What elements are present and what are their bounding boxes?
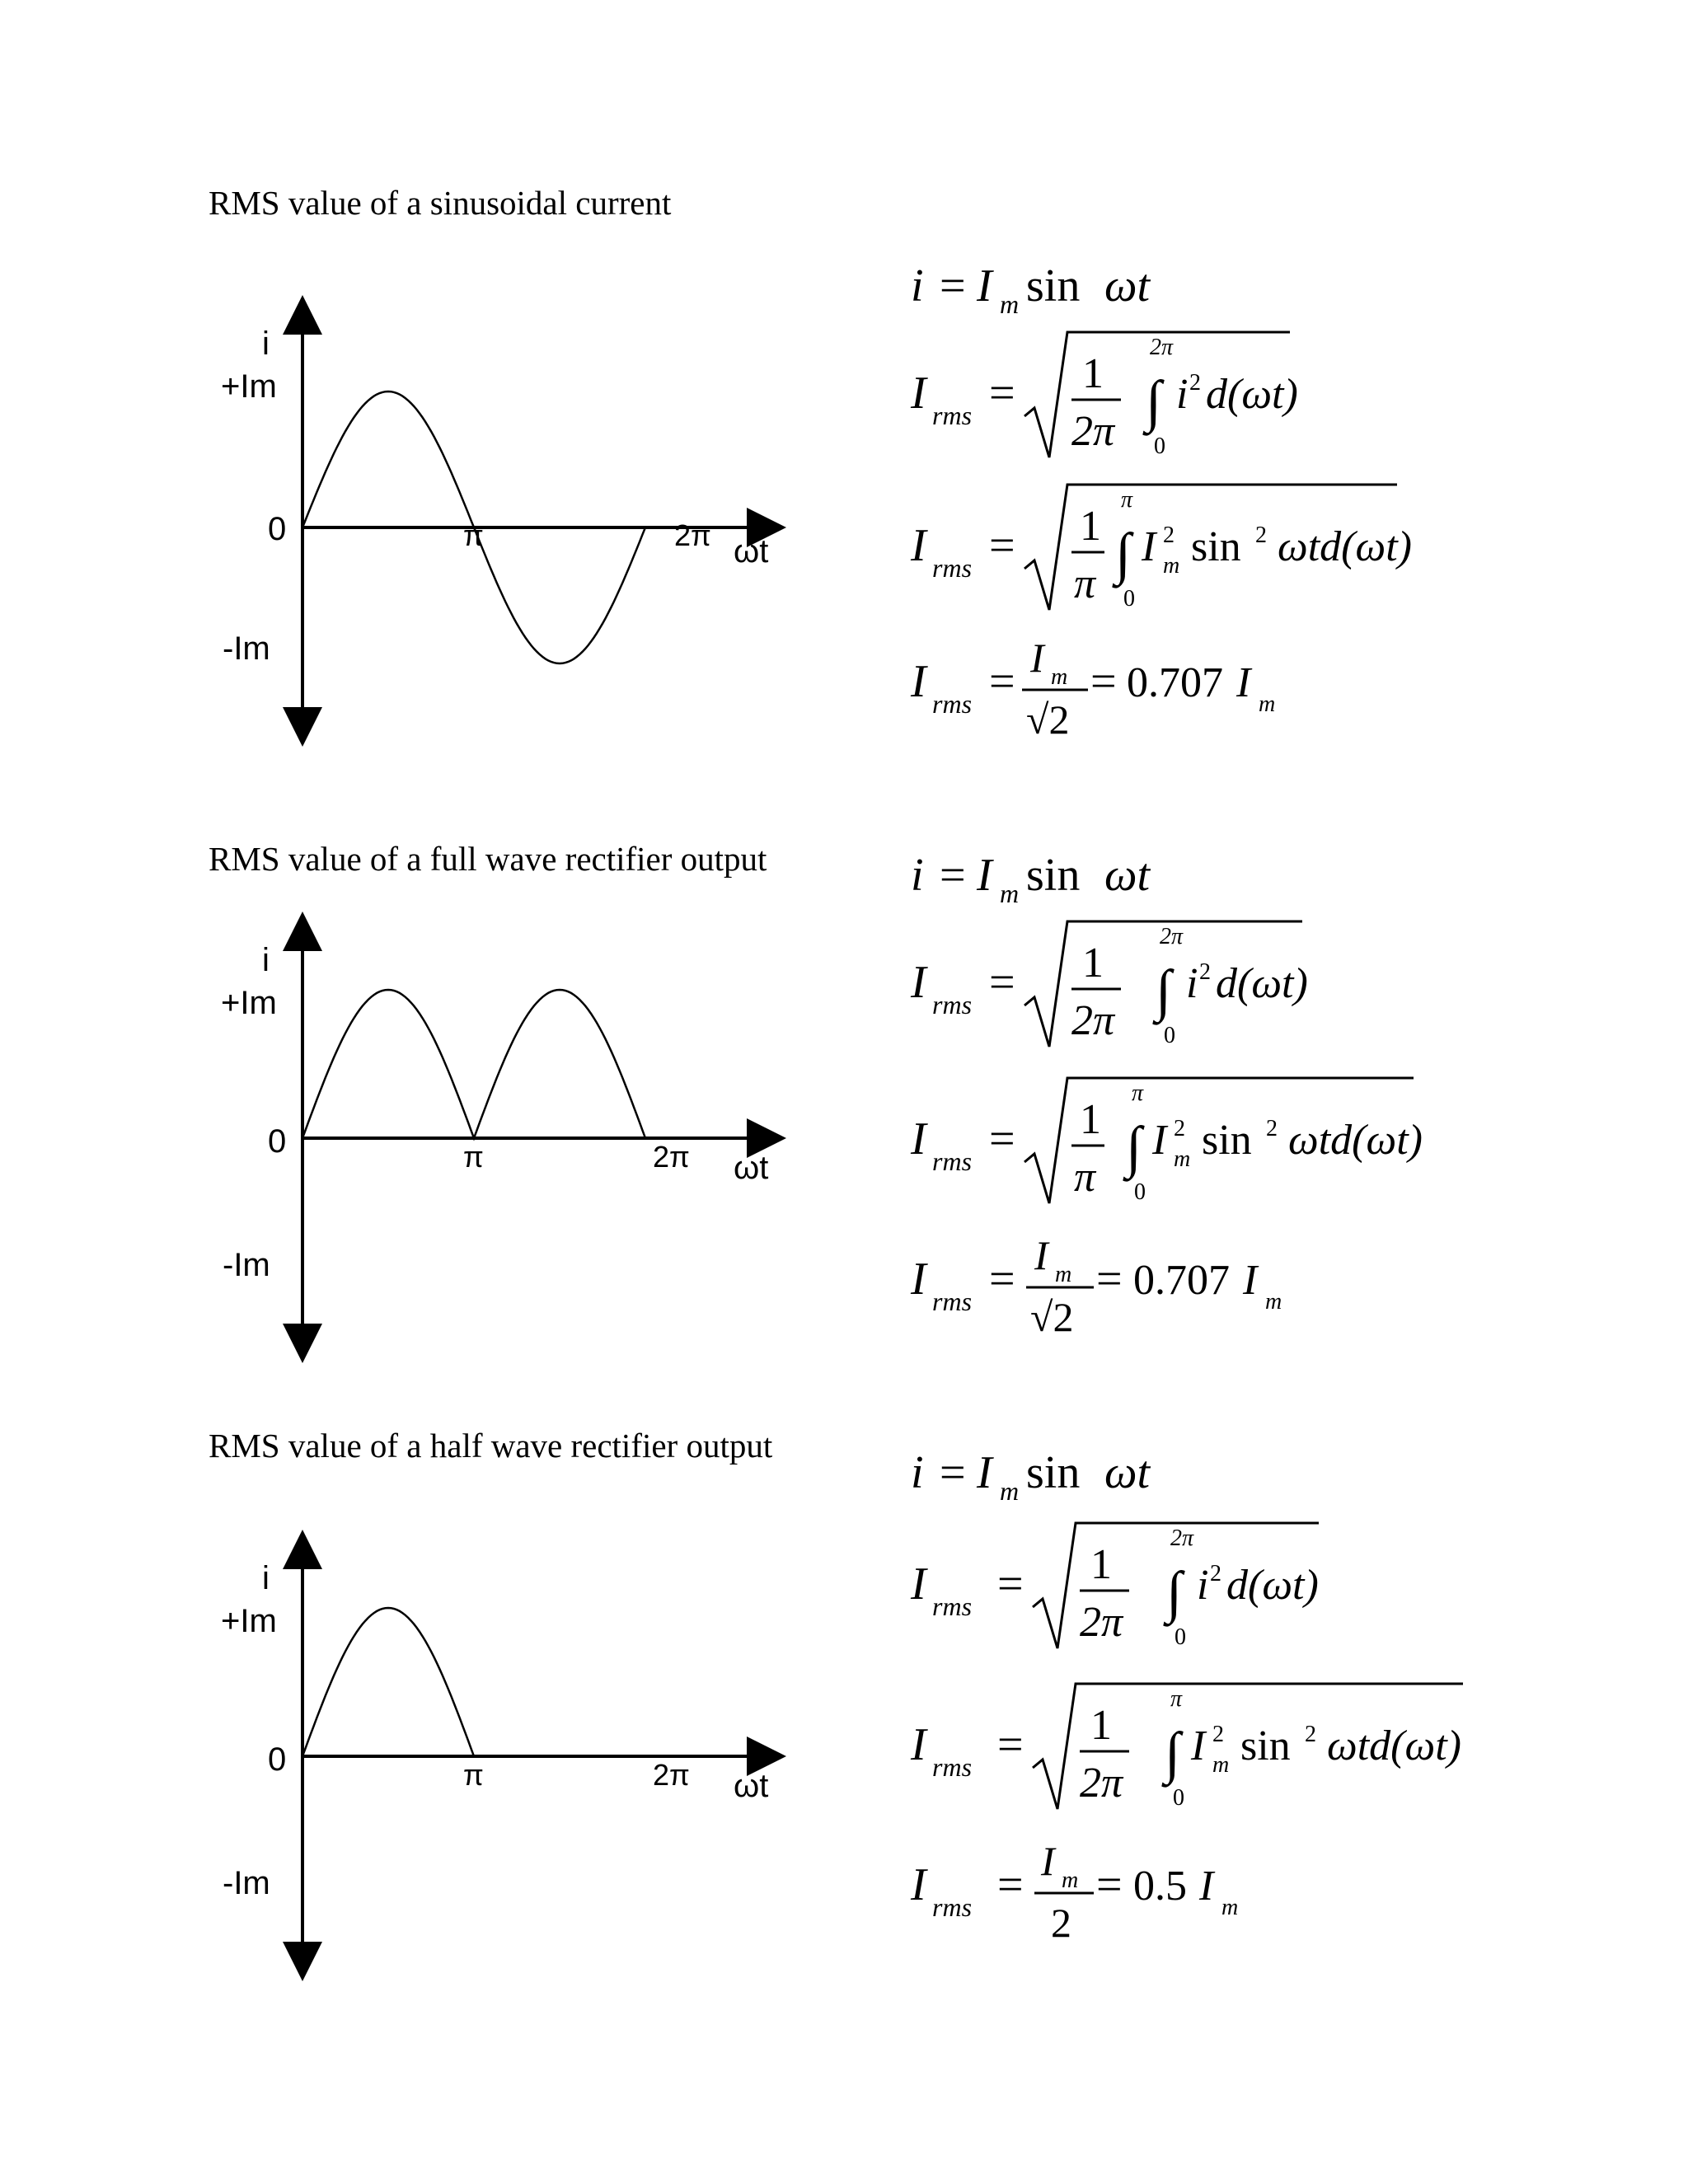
eq-equals: = — [989, 1254, 1015, 1305]
fn-body: ωtd(ωt) — [1327, 1722, 1461, 1769]
eq-Im: I — [977, 850, 992, 901]
frac-den: 2π — [1080, 1599, 1123, 1646]
eq-I: I — [911, 520, 926, 571]
eq-wt: ωt — [1104, 260, 1151, 312]
y-max-label: +Im — [221, 985, 277, 1021]
differential: d(ωt) — [1206, 371, 1298, 418]
num-I: I — [1041, 1838, 1055, 1884]
integrand-sub: m — [1174, 1146, 1191, 1172]
result-sub: m — [1265, 1289, 1282, 1315]
eq-equals-2: = — [1096, 1254, 1123, 1305]
integrand: i — [1186, 960, 1198, 1007]
integrand-sub: m — [1212, 1752, 1230, 1778]
eq-I: I — [911, 1719, 926, 1770]
integrand-sup: 2 — [1212, 1722, 1224, 1747]
eq-current-definition — [903, 841, 1315, 919]
eq-rms-result — [903, 1834, 1397, 1961]
fn-sin: sin — [1191, 523, 1241, 570]
x-tick-pi: π — [463, 1758, 484, 1792]
eq-equals: = — [989, 368, 1015, 419]
section-title-full-wave: RMS value of a full wave rectifier output — [209, 840, 767, 878]
result-I: I — [1199, 1863, 1214, 1910]
eq-rms-integral — [903, 326, 1397, 470]
eq-Im-sub: m — [1000, 879, 1020, 908]
eq-current-definition — [903, 1438, 1315, 1516]
fn-sin: sin — [1240, 1722, 1291, 1769]
frac-num: 1 — [1090, 1702, 1112, 1749]
eq-equals: = — [997, 1719, 1024, 1770]
eq-equals: = — [997, 1859, 1024, 1910]
x-axis-label: ωt — [734, 1150, 769, 1186]
eq-equals: = — [989, 1113, 1015, 1165]
int-upper: π — [1121, 487, 1133, 513]
eq-rms-integral — [903, 915, 1397, 1059]
x-tick-pi: π — [463, 518, 484, 552]
eq-Im-sub: m — [1000, 1476, 1020, 1506]
differential: d(ωt) — [1226, 1562, 1319, 1609]
x-tick-pi: π — [463, 1140, 484, 1174]
fn-body: ωtd(ωt) — [1278, 523, 1412, 570]
den: 2 — [1051, 1900, 1071, 1946]
eq-sin: sin — [1026, 260, 1081, 312]
integral-sign: ∫ — [1166, 1561, 1183, 1624]
eq-Im: I — [977, 260, 992, 312]
result-I: I — [1243, 1257, 1258, 1304]
int-upper: π — [1170, 1686, 1183, 1712]
eq-equals: = — [989, 520, 1015, 571]
eq-rms-sub: rms — [932, 1286, 973, 1316]
num-I: I — [1034, 1232, 1048, 1278]
frac-num: 1 — [1090, 1541, 1112, 1588]
eq-rms-integral — [903, 1516, 1397, 1661]
den: √2 — [1026, 696, 1070, 743]
fn-body: ωtd(ωt) — [1288, 1117, 1423, 1164]
x-axis-label: ωt — [734, 1768, 769, 1804]
eq-wt: ωt — [1104, 1447, 1151, 1498]
eq-rms-substituted — [903, 1677, 1479, 1821]
eq-i: i — [911, 260, 924, 312]
eq-sin: sin — [1026, 850, 1081, 901]
section-title-sinusoidal: RMS value of a sinusoidal current — [209, 184, 672, 222]
int-lower: 0 — [1123, 586, 1135, 612]
integral-sign: ∫ — [1156, 959, 1172, 1023]
frac-den: π — [1074, 560, 1096, 607]
den: √2 — [1030, 1294, 1074, 1340]
eq-rms-sub: rms — [932, 1752, 973, 1782]
int-upper: 2π — [1150, 335, 1174, 360]
eq-rms-sub: rms — [932, 990, 973, 1019]
graph-svg — [198, 1531, 824, 2026]
eq-current-definition — [903, 251, 1315, 330]
fn-sin: sin — [1202, 1117, 1252, 1164]
y-axis-label: i — [262, 1560, 270, 1596]
eq-rms-sub: rms — [932, 1146, 973, 1176]
eq-rms-sub: rms — [932, 1892, 973, 1922]
eq-I: I — [911, 656, 926, 707]
integral-sign: ∫ — [1146, 370, 1162, 434]
x-tick-2pi: 2π — [653, 1758, 690, 1792]
eq-rms-substituted — [903, 478, 1438, 622]
eq-rms-substituted — [903, 1071, 1438, 1216]
eq-sin: sin — [1026, 1447, 1081, 1498]
integrand-sub: m — [1163, 553, 1180, 579]
integral-sign: ∫ — [1165, 1722, 1181, 1785]
origin-label: 0 — [268, 1741, 287, 1778]
num-sub: m — [1055, 1262, 1072, 1287]
eq-I: I — [911, 1113, 926, 1165]
x-tick-2pi: 2π — [653, 1140, 690, 1174]
eq-rms-sub: rms — [932, 1591, 973, 1621]
eq-I: I — [911, 368, 926, 419]
eq-i: i — [911, 1447, 924, 1498]
eq-equals: = — [989, 957, 1015, 1008]
frac-num: 1 — [1080, 1096, 1101, 1143]
frac-num: 1 — [1080, 503, 1101, 550]
x-axis-label: ωt — [734, 533, 769, 569]
integrand: i — [1176, 371, 1189, 418]
frac-den: 2π — [1080, 1760, 1123, 1807]
y-max-label: +Im — [221, 368, 277, 405]
result-value: 0.707 — [1127, 659, 1223, 706]
y-min-label: -Im — [223, 1865, 270, 1901]
result-value: 0.5 — [1133, 1863, 1187, 1910]
int-lower: 0 — [1154, 434, 1165, 459]
integrand-sup: 2 — [1163, 523, 1175, 548]
eq-equals: = — [940, 850, 966, 901]
eq-I: I — [911, 1558, 926, 1610]
y-axis-label: i — [262, 326, 270, 362]
graph-full-wave — [198, 913, 824, 1408]
graph-sinusoidal — [198, 297, 824, 791]
num-sub: m — [1062, 1868, 1079, 1893]
int-upper: 2π — [1170, 1526, 1194, 1551]
eq-equals: = — [940, 1447, 966, 1498]
integrand-sup: 2 — [1189, 370, 1201, 396]
eq-rms-sub: rms — [932, 553, 973, 583]
eq-equals-2: = — [1096, 1859, 1123, 1910]
integrand-I: I — [1191, 1722, 1206, 1769]
integrand: i — [1197, 1562, 1209, 1609]
differential: d(ωt) — [1216, 960, 1308, 1007]
y-min-label: -Im — [223, 1247, 270, 1283]
integral-sign: ∫ — [1126, 1116, 1142, 1179]
fn-sup: 2 — [1305, 1722, 1316, 1747]
eq-wt: ωt — [1104, 850, 1151, 901]
integrand-I: I — [1142, 523, 1156, 570]
eq-rms-result — [903, 630, 1397, 758]
frac-num: 1 — [1082, 940, 1104, 987]
x-tick-2pi: 2π — [674, 518, 711, 552]
int-lower: 0 — [1134, 1179, 1146, 1205]
origin-label: 0 — [268, 1123, 287, 1160]
integrand-sup: 2 — [1210, 1561, 1221, 1586]
eq-equals: = — [940, 260, 966, 312]
result-sub: m — [1221, 1895, 1239, 1920]
int-upper: 2π — [1160, 924, 1184, 949]
eq-equals: = — [997, 1558, 1024, 1610]
eq-equals: = — [989, 656, 1015, 707]
eq-equals-2: = — [1090, 656, 1117, 707]
result-value: 0.707 — [1133, 1257, 1230, 1304]
eq-I: I — [911, 1859, 926, 1910]
frac-den: 2π — [1071, 997, 1115, 1044]
eq-I: I — [911, 1254, 926, 1305]
y-max-label: +Im — [221, 1603, 277, 1639]
graph-svg — [198, 913, 824, 1408]
eq-rms-sub: rms — [932, 401, 973, 430]
integrand-sup: 2 — [1199, 959, 1211, 985]
graph-half-wave — [198, 1531, 824, 2026]
result-sub: m — [1259, 691, 1276, 717]
eq-rms-sub: rms — [932, 689, 973, 719]
eq-Im-sub: m — [1000, 289, 1020, 319]
section-title-half-wave: RMS value of a half wave rectifier output — [209, 1427, 773, 1465]
integrand-I: I — [1152, 1117, 1167, 1164]
frac-num: 1 — [1082, 350, 1104, 397]
frac-den: π — [1074, 1154, 1096, 1201]
int-lower: 0 — [1164, 1023, 1175, 1048]
eq-Im: I — [977, 1447, 992, 1498]
fn-sup: 2 — [1266, 1116, 1278, 1141]
waveform-curve — [302, 990, 645, 1138]
num-I: I — [1030, 635, 1044, 681]
frac-den: 2π — [1071, 408, 1115, 455]
integrand-sup: 2 — [1174, 1116, 1185, 1141]
y-min-label: -Im — [223, 630, 270, 667]
origin-label: 0 — [268, 511, 287, 547]
int-upper: π — [1132, 1080, 1144, 1106]
fn-sup: 2 — [1255, 523, 1267, 548]
eq-rms-result — [903, 1228, 1397, 1356]
integral-sign: ∫ — [1115, 523, 1132, 586]
graph-svg — [198, 297, 824, 791]
eq-i: i — [911, 850, 924, 901]
int-lower: 0 — [1175, 1624, 1186, 1650]
num-sub: m — [1051, 664, 1068, 690]
waveform-curve — [302, 1608, 474, 1756]
y-axis-label: i — [262, 942, 270, 978]
result-I: I — [1236, 659, 1251, 706]
int-lower: 0 — [1173, 1785, 1184, 1811]
eq-I: I — [911, 957, 926, 1008]
